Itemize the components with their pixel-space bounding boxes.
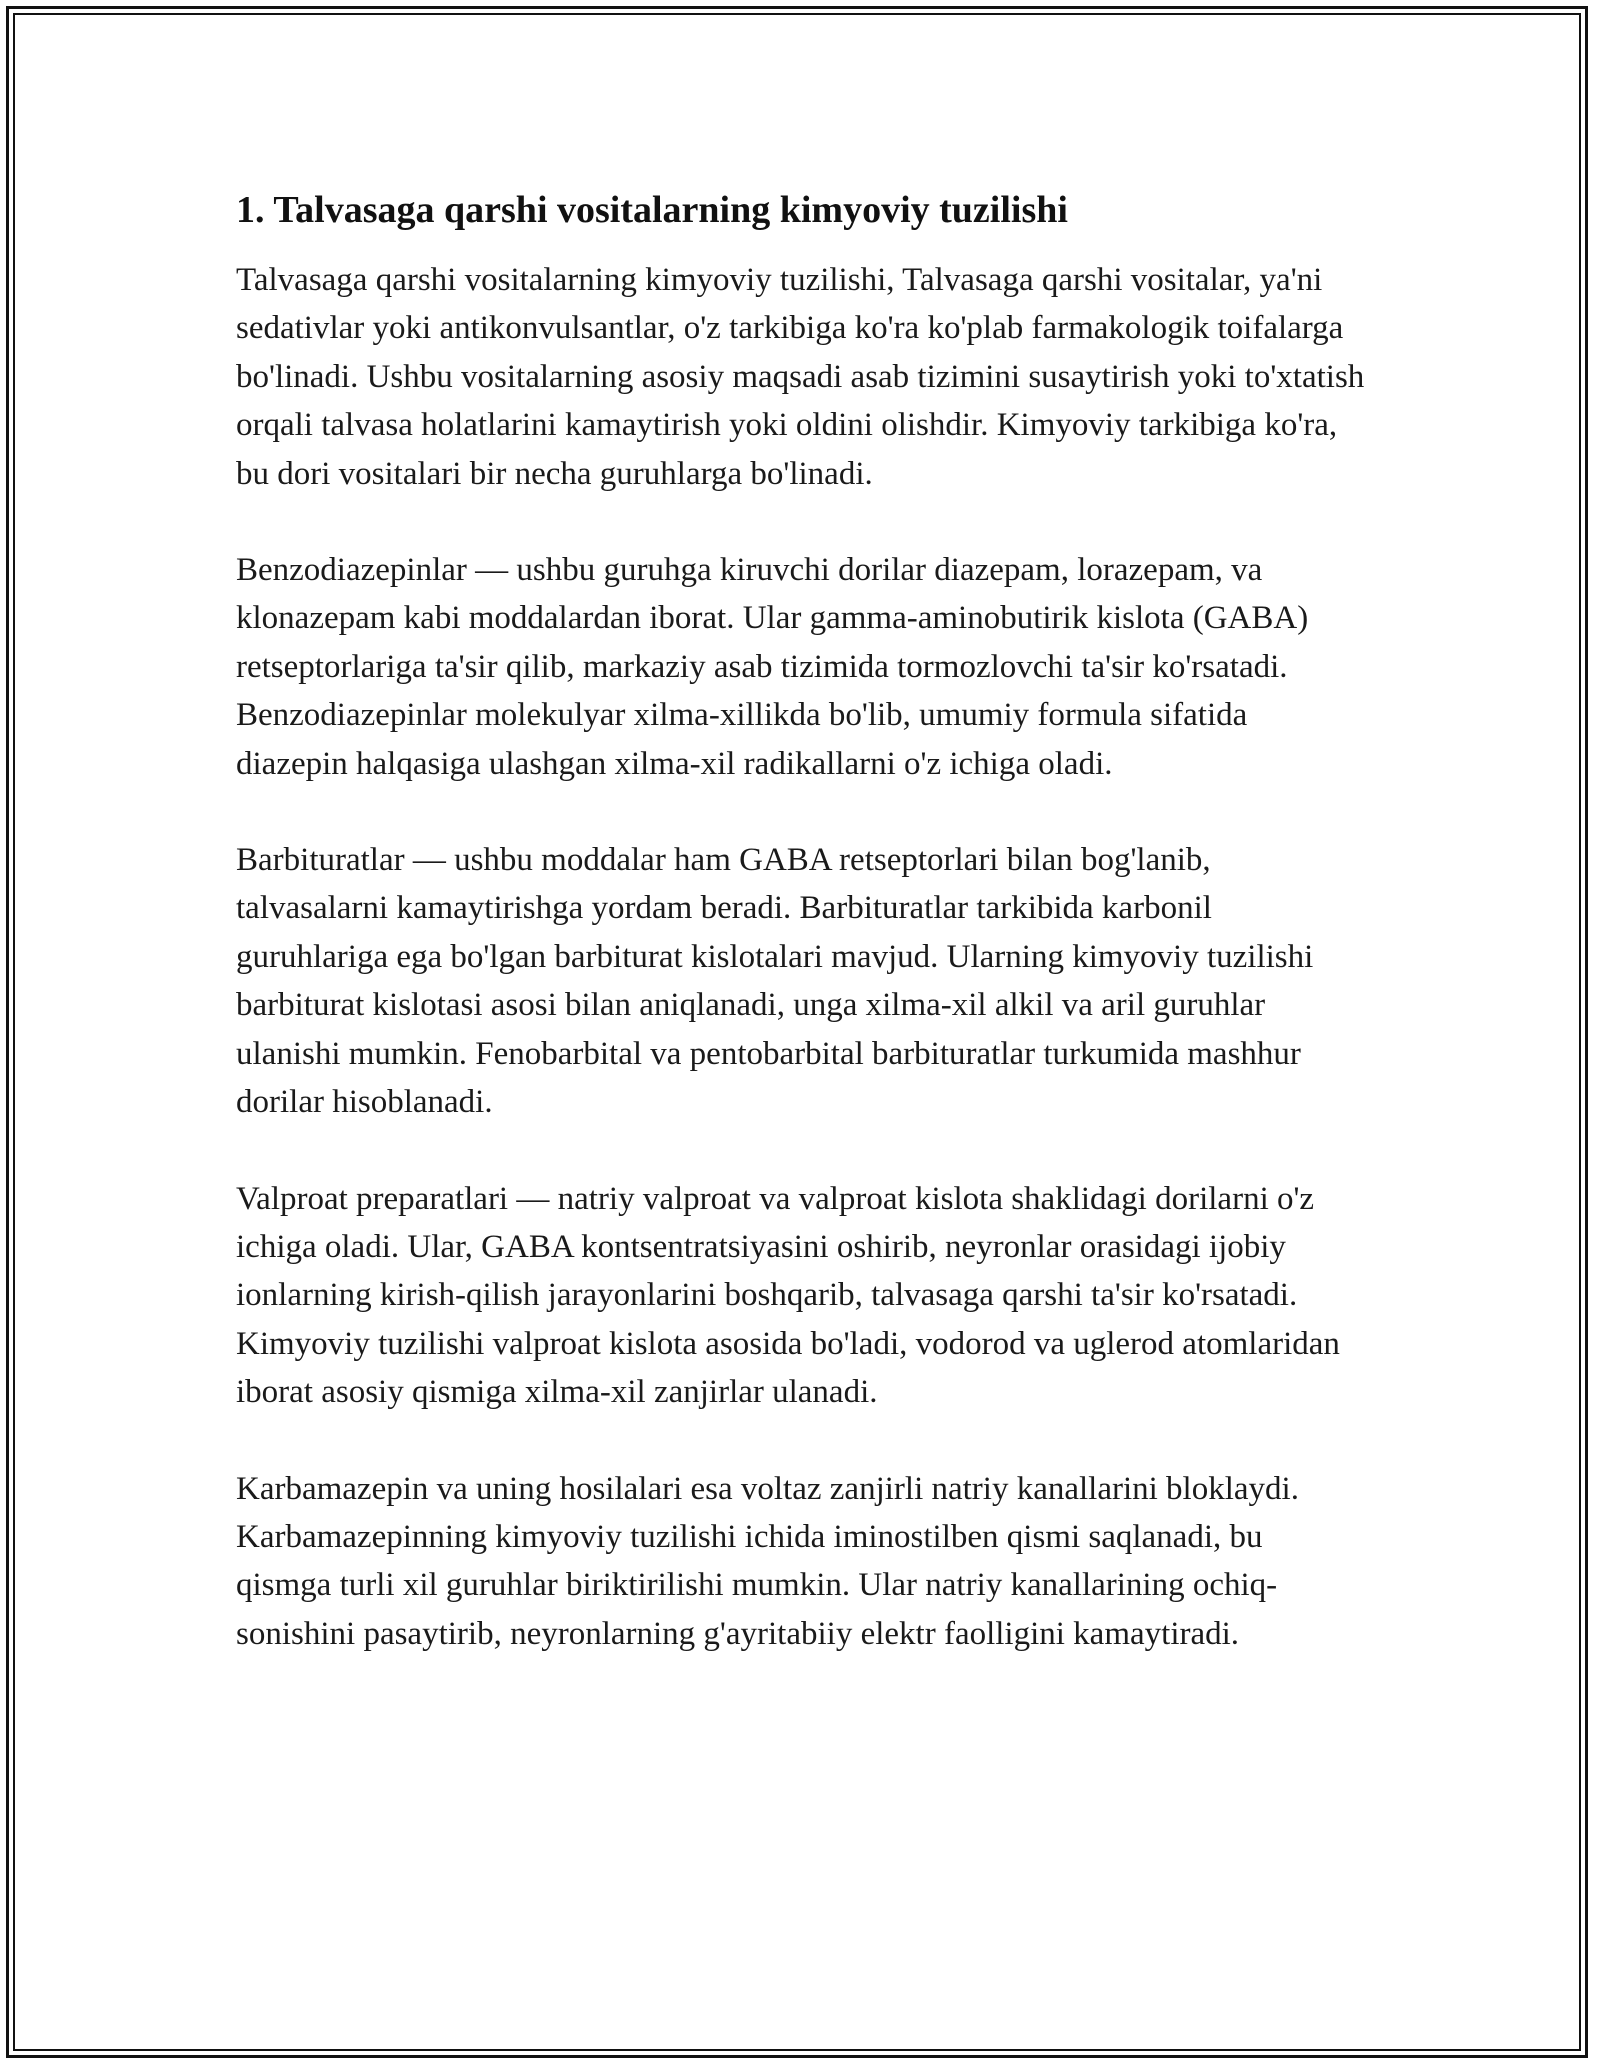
paragraph-barbiturates: Barbituratlar — ushbu moddalar ham GABA retseptorlari bilan bog'lanib, talvasalarni kamaytirishga yordam beradi. Barbituratlar tarkibida karbonil guruhlariga ega bo'lgan barbiturat kislotalari mavjud. Ularning kimyoviy tuzilishi barbiturat kislotasi asosi bilan aniqlanadi, unga xilma-xil alkil va aril guruhlar ulanishi mumkin. Fenobarbital va pentobarbital barbituratlar turkumida mashhur dorilar hisoblanadi. [236, 842, 1314, 1121]
paragraph-benzodiazepines: Benzodiazepinlar — ushbu guruhga kiruvchi dorilar diazepam, lorazepam, va klonazepam kabi moddalardan iborat. Ular gamma-aminobutirik kislota (GABA) retseptorlariga ta'sir qilib, markaziy asab tizimida tormozlovchi ta'sir ko'rsatadi. Benzodiazepinlar molekulyar xilma-xillikda bo'lib, umumiy formula sifatida diazepin halqasiga ulashgan xilma-xil radikallarni o'z ichiga oladi. [236, 552, 1309, 782]
paragraph-intro: Talvasaga qarshi vositalarning kimyoviy tuzilishi, Talvasaga qarshi vositalar, ya'ni sedativlar yoki antikonvulsantlar, o'z tarkibiga ko'ra ko'plab farmakologik toifalarga bo'linadi. Ushbu vositalarning asosiy maqsadi asab tizimini susaytirish yoki to'xtatish orqali talvasa holatlarini kamaytirish yoki oldini olishdir. Kimyoviy tarkibiga ko'ra, bu dori vositalari bir necha guruhlarga bo'linadi. [236, 262, 1365, 492]
section-heading: 1. Talvasaga qarshi vositalarning kimyoviy tuzilishi [236, 189, 1068, 231]
paragraph-valproates: Valproat preparatlari — natriy valproat va valproat kislota shaklidagi dorilarni o'z ichiga oladi. Ular, GABA kontsentratsiyasini oshirib, neyronlar orasidagi ijobiy ionlarning kirish-qilish jarayonlarini boshqarib, talvasaga qarshi ta'sir ko'rsatadi. Kimyoviy tuzilishi valproat kislota asosida bo'ladi, vodorod va uglerod atomlaridan iborat asosiy qismiga xilma-xil zanjirlar ulanadi. [236, 1180, 1340, 1411]
document-body [236, 186, 1366, 1706]
paragraph-carbamazepine: Karbamazepin va uning hosilalari esa voltaz zanjirli natriy kanallarini bloklaydi. Karbamazepinning kimyoviy tuzilishi ichida iminostilben qismi saqlanadi, bu qismga turli xil guruhlar biriktirilishi mumkin. Ular natriy kanallarining ochiq-sonishini pasaytirib, neyronlarning g'ayritabiiy elektr faolligini kamaytiradi. [236, 1470, 1299, 1652]
